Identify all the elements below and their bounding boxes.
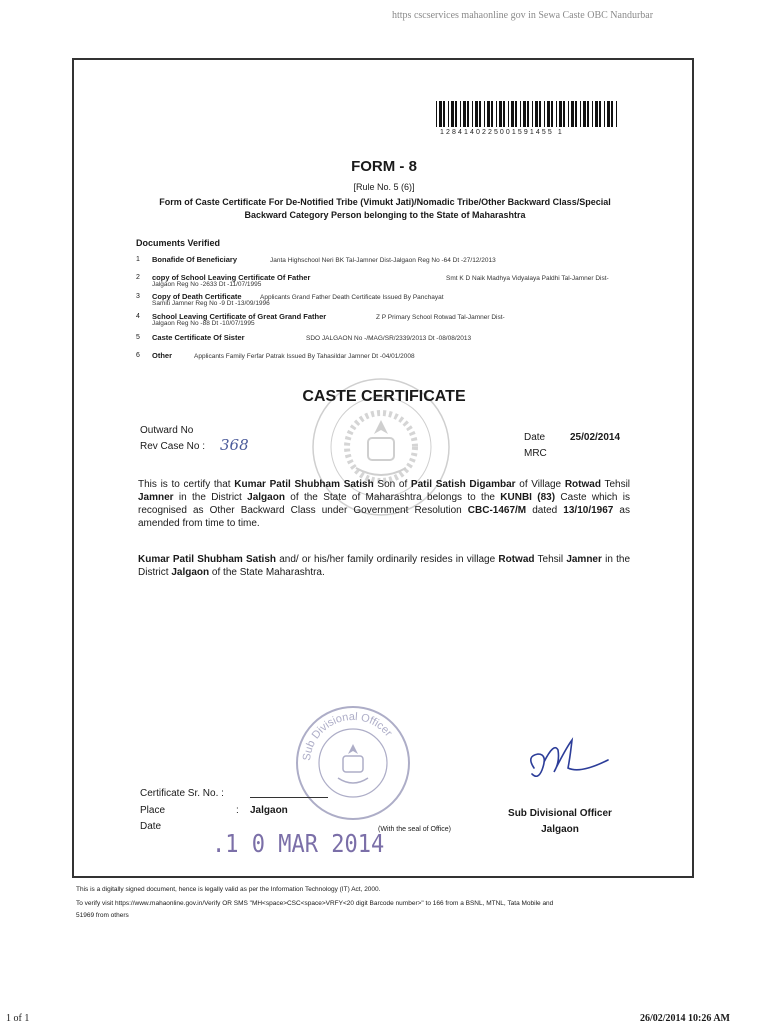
village-name: Rotwad xyxy=(498,554,535,565)
officer-place: Jalgaon xyxy=(541,824,579,835)
rule-number: [Rule No. 5 (6)] xyxy=(353,182,415,192)
barcode-bar xyxy=(463,101,466,127)
document-number: 1 xyxy=(136,256,140,263)
document-value: Applicants Family Ferfar Patrak Issued By Tahasildar Jamner Dt -04/01/2008 xyxy=(194,353,415,360)
barcode-bar xyxy=(616,101,617,127)
barcode-bar xyxy=(599,101,601,127)
barcode-bar xyxy=(559,101,562,127)
document-number: 3 xyxy=(136,293,140,300)
para-text: of the State Maharashtra. xyxy=(209,567,325,578)
officer-title: Sub Divisional Officer xyxy=(508,808,612,819)
document-label: School Leaving Certificate of Great Grand Father xyxy=(152,312,327,321)
barcode-bar xyxy=(472,101,473,127)
para-text: as amended from time to time. xyxy=(138,505,630,529)
page-number: 1 of 1 xyxy=(6,1013,30,1024)
barcode-bar xyxy=(508,101,509,127)
barcode-bar xyxy=(544,101,545,127)
para-text: This is to certify that xyxy=(138,479,235,490)
village-name: Rotwad xyxy=(564,479,601,490)
outward-no-label: Outward No xyxy=(140,425,194,436)
document-value-cont: Jalgaon Reg No -88 Dt -10/07/1995 xyxy=(152,320,255,327)
barcode-bar xyxy=(539,101,541,127)
para-text: Tehsil xyxy=(534,554,567,565)
barcode-bar xyxy=(571,101,574,127)
para-text: Son of xyxy=(373,479,411,490)
barcode-bar xyxy=(484,101,485,127)
document-value: Z P Primary School Rotwad Tal-Jamner Dist- xyxy=(376,314,505,321)
print-timestamp: 26/02/2014 10:26 AM xyxy=(640,1013,730,1024)
para-text: and/ or his/her family ordinarily resides in village xyxy=(276,554,499,565)
certificate-sr-underline xyxy=(250,797,328,798)
barcode-bar xyxy=(611,101,613,127)
barcode-bar xyxy=(604,101,605,127)
document-label: copy of School Leaving Certificate Of Father xyxy=(152,273,311,282)
barcode-bar xyxy=(556,101,557,127)
para-text: of Village xyxy=(515,479,565,490)
barcode-bar xyxy=(496,101,497,127)
footer-verify-line: To verify visit https://www.mahaonline.gov.in/Verify OR SMS "MH<space>CSC<space>VRFY<20 digit Barcode number>" to 166 from a BSNL, MTNL, Tata Mobile and xyxy=(76,900,554,907)
barcode-bar xyxy=(563,101,565,127)
seal-note: (With the seal of Office) xyxy=(378,826,452,833)
browser-url-text: https cscservices mahaonline gov in Sewa Caste OBC Nandurbar xyxy=(392,10,654,21)
caste-name: KUNBI (83) xyxy=(500,492,556,503)
barcode-bar xyxy=(491,101,493,127)
document-number: 5 xyxy=(136,334,140,341)
barcode-bar xyxy=(592,101,593,127)
barcode-bar xyxy=(587,101,589,127)
barcode-bar xyxy=(535,101,538,127)
barcode-bar xyxy=(455,101,457,127)
beneficiary-name: Kumar Patil Shubham Satish xyxy=(234,479,374,490)
document-value: Smt K D Naik Madhya Vidyalaya Paldhi Tal-Jamner Dist- xyxy=(446,275,609,282)
document-label: Other xyxy=(152,351,173,360)
district-name: Jalgaon xyxy=(247,492,285,503)
barcode-bar xyxy=(487,101,490,127)
residence-paragraph xyxy=(138,553,630,579)
seal-text: Sub Divisional Officer xyxy=(300,710,395,762)
barcode-bar xyxy=(523,101,526,127)
barcode-bar xyxy=(475,101,478,127)
district-name: Jalgaon xyxy=(171,567,210,578)
barcode-bar xyxy=(547,101,550,127)
footer-verify-line-cont: 51969 from others xyxy=(76,912,129,919)
barcode-bar xyxy=(448,101,449,127)
barcode-bar xyxy=(479,101,481,127)
barcode-bar xyxy=(520,101,521,127)
form-title: FORM - 8 xyxy=(351,158,417,175)
para-text: Tehsil xyxy=(600,479,631,490)
para-text: Caste which is recognised as Other Backward Class under Government Resolution xyxy=(138,492,631,516)
stamp-date: .1 0 MAR 2014 xyxy=(212,830,385,859)
barcode-bar xyxy=(568,101,569,127)
barcode-bar xyxy=(451,101,454,127)
svg-text:Sub Divisional Officer xyxy=(301,711,395,762)
place-label: Place xyxy=(140,805,166,816)
document-value: Applicants Grand Father Death Certificate Issued By Panchayat xyxy=(260,294,444,301)
signature-icon xyxy=(520,728,620,788)
document-value: SDO JALGAON No -/MAG/SR/2339/2013 Dt -08/08/2013 xyxy=(306,335,472,342)
bottom-date-label: Date xyxy=(140,821,162,832)
document-number: 6 xyxy=(136,352,140,359)
date-label: Date xyxy=(524,432,546,443)
barcode-bar xyxy=(443,101,445,127)
document-number: 4 xyxy=(136,313,140,320)
certification-paragraph xyxy=(138,478,630,530)
para-text: in the District xyxy=(173,492,248,503)
document-label: Caste Certificate Of Sister xyxy=(152,333,245,342)
barcode-image xyxy=(436,101,618,127)
footer-legal-line: This is a digitally signed document, hence is legally valid as per the Information Technology (IT) Act, 2000. xyxy=(76,886,381,893)
para-text: of the State of Maharashtra belongs to the xyxy=(284,492,501,503)
barcode-bar xyxy=(595,101,598,127)
barcode-bar xyxy=(439,101,442,127)
barcode-number: 1284140225001591455 1 xyxy=(440,129,564,136)
document-value-cont: Samiti Jamner Reg No -9 Dt -13/09/1996 xyxy=(152,300,270,307)
barcode-bar xyxy=(580,101,581,127)
barcode-bar xyxy=(551,101,553,127)
resolution-number: CBC-1467/M xyxy=(467,505,527,516)
para-text: dated xyxy=(526,505,564,516)
barcode-bar xyxy=(511,101,514,127)
document-label: Copy of Death Certificate xyxy=(152,292,242,301)
document-number: 2 xyxy=(136,274,140,281)
barcode-bar xyxy=(467,101,469,127)
documents-heading: Documents Verified xyxy=(136,238,221,248)
document-label: Bonafide Of Beneficiary xyxy=(152,255,238,264)
mrc-label: MRC xyxy=(524,448,547,459)
certificate-sr-label: Certificate Sr. No. : xyxy=(140,788,224,799)
document-value-cont: Jalgaon Reg No -2633 Dt -11/07/1995 xyxy=(152,281,262,288)
document-value: Janta Highschool Neri BK Tal-Jamner Dist-Jalgaon Reg No -64 Dt -27/12/2013 xyxy=(270,257,496,264)
barcode-bar xyxy=(607,101,610,127)
barcode-bar xyxy=(532,101,533,127)
form-description: Form of Caste Certificate For De-Notified Tribe (Vimukt Jati)/Nomadic Tribe/Other Backward Class/Special Backward Category Person belonging to the State of Maharashtra xyxy=(159,197,611,220)
place-value: Jalgaon xyxy=(250,805,288,816)
rev-case-label: Rev Case No : xyxy=(140,441,206,452)
place-separator: : xyxy=(236,805,239,816)
father-name: Patil Satish Digambar xyxy=(410,479,516,490)
barcode-bar xyxy=(527,101,529,127)
barcode-bar xyxy=(460,101,461,127)
barcode-bar xyxy=(575,101,577,127)
barcode-bar xyxy=(436,101,437,127)
tehsil-name: Jamner xyxy=(138,492,174,503)
tehsil-name: Jamner xyxy=(566,554,602,565)
beneficiary-name: Kumar Patil Shubham Satish xyxy=(138,554,277,565)
barcode-bar xyxy=(515,101,517,127)
barcode-bar xyxy=(499,101,502,127)
certificate-title: CASTE CERTIFICATE xyxy=(302,388,466,405)
office-seal-icon xyxy=(288,698,418,828)
resolution-date: 13/10/1967 xyxy=(563,505,614,516)
para-text: in the District xyxy=(138,554,631,578)
barcode-bar xyxy=(583,101,586,127)
barcode-bar xyxy=(503,101,505,127)
date-value: 25/02/2014 xyxy=(570,432,621,443)
rev-case-value: 368 xyxy=(220,436,249,454)
